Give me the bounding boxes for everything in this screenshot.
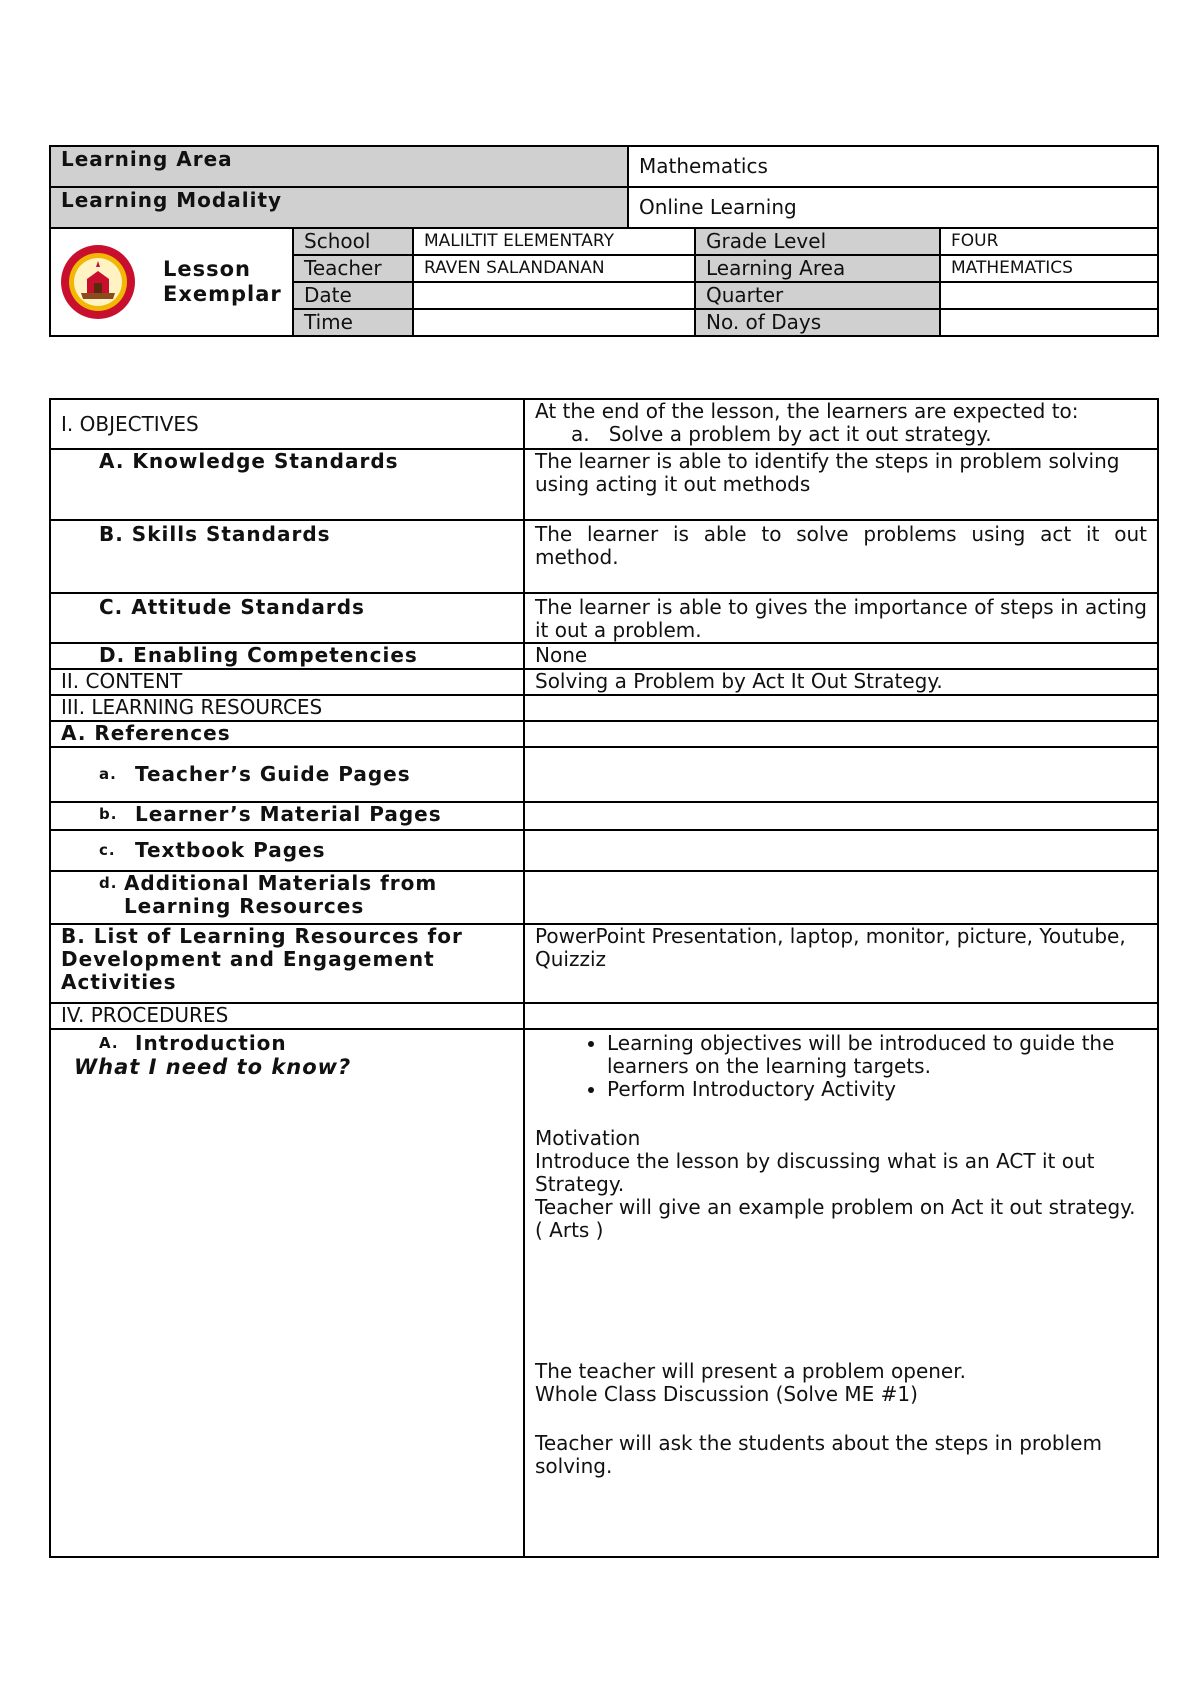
lm-pages-label: b. Learner’s Material Pages: [50, 802, 524, 830]
objectives-label: I. OBJECTIVES: [50, 399, 524, 449]
motivation-text-3: ( Arts ): [535, 1218, 604, 1242]
grade-level-label: Grade Level: [695, 228, 940, 255]
date-label: Date: [293, 282, 413, 309]
lesson-plan-table: [49, 398, 1159, 1558]
motivation-heading: Motivation: [535, 1126, 641, 1150]
time-label: Time: [293, 309, 413, 336]
grade-level-value: FOUR: [940, 228, 1158, 255]
list-item: • Learning objectives will be introduced to guide the learners on the learning targets.: [607, 1032, 1147, 1078]
quarter-label: Quarter: [695, 282, 940, 309]
lesson-title-line2: Exemplar: [163, 282, 282, 306]
days-label: No. of Days: [695, 309, 940, 336]
resources-label: III. LEARNING RESOURCES: [50, 695, 524, 721]
objectives-item: a. Solve a problem by act it out strategy.: [571, 422, 992, 446]
introduction-subtitle: What I need to know?: [74, 1055, 352, 1079]
opener-text-2: Whole Class Discussion (Solve ME #1): [535, 1382, 918, 1406]
info-table: [49, 227, 1159, 337]
content-value: Solving a Problem by Act It Out Strategy.: [524, 669, 1158, 695]
time-value: [413, 309, 695, 336]
motivation-text-2: Teacher will give an example problem on Act it out strategy.: [535, 1195, 1136, 1219]
tg-pages-label: a. Teacher’s Guide Pages: [50, 747, 524, 802]
resources-value: [524, 695, 1158, 721]
skills-value: The learner is able to solve problems using act it out method.: [524, 520, 1158, 593]
teacher-label: Teacher: [293, 255, 413, 282]
references-value: [524, 721, 1158, 747]
teacher-value: RAVEN SALANDANAN: [413, 255, 695, 282]
learning-area-label: Learning Area: [50, 146, 628, 187]
tb-pages-value: [524, 830, 1158, 871]
quarter-value: [940, 282, 1158, 309]
list-item: • Perform Introductory Activity: [607, 1078, 1147, 1101]
motivation-text-1: Introduce the lesson by discussing what is an ACT it out Strategy.: [535, 1149, 1095, 1196]
knowledge-label: A. Knowledge Standards: [50, 449, 524, 520]
date-value: [413, 282, 695, 309]
list-resources-label: B. List of Learning Resources for Development and Engagement Activities: [50, 924, 524, 1003]
procedures-value: [524, 1003, 1158, 1029]
deped-seal-icon: [59, 243, 137, 321]
list-resources-value: PowerPoint Presentation, laptop, monitor, picture, Youtube, Quizziz: [524, 924, 1158, 1003]
introduction-bullets: [535, 1032, 1147, 1101]
info-learning-area-label: Learning Area: [695, 255, 940, 282]
attitude-value: The learner is able to gives the importance of steps in acting it out a problem.: [524, 593, 1158, 643]
learning-modality-label: Learning Modality: [50, 187, 628, 228]
additional-materials-label: d. Additional Materials from Learning Resources: [50, 871, 524, 924]
lm-pages-value: [524, 802, 1158, 830]
header-table: [49, 145, 1159, 229]
additional-materials-value: [524, 871, 1158, 924]
enabling-label: D. Enabling Competencies: [50, 643, 524, 669]
knowledge-value: The learner is able to identify the steps in problem solving using acting it out methods: [524, 449, 1158, 520]
skills-label: B. Skills Standards: [50, 520, 524, 593]
procedures-label: IV. PROCEDURES: [50, 1003, 524, 1029]
lesson-exemplar-cell: [50, 228, 293, 336]
content-label: II. CONTENT: [50, 669, 524, 695]
tg-pages-value: [524, 747, 1158, 802]
opener-text-3: Teacher will ask the students about the steps in problem solving.: [535, 1431, 1102, 1478]
attitude-label: C. Attitude Standards: [50, 593, 524, 643]
introduction-value: [524, 1029, 1158, 1557]
objectives-value: [524, 399, 1158, 449]
enabling-value: None: [524, 643, 1158, 669]
school-label: School: [293, 228, 413, 255]
objectives-intro: At the end of the lesson, the learners are expected to:: [535, 399, 1079, 423]
school-value: MALILTIT ELEMENTARY: [413, 228, 695, 255]
info-learning-area-value: MATHEMATICS: [940, 255, 1158, 282]
introduction-label: A. Introduction What I need to know?: [50, 1029, 524, 1557]
learning-modality-value: Online Learning: [628, 187, 1158, 228]
learning-area-value: Mathematics: [628, 146, 1158, 187]
opener-text-1: The teacher will present a problem opener.: [535, 1359, 966, 1383]
lesson-title-line1: Lesson: [163, 256, 252, 281]
tb-pages-label: c. Textbook Pages: [50, 830, 524, 871]
days-value: [940, 309, 1158, 336]
references-label: A. References: [50, 721, 524, 747]
